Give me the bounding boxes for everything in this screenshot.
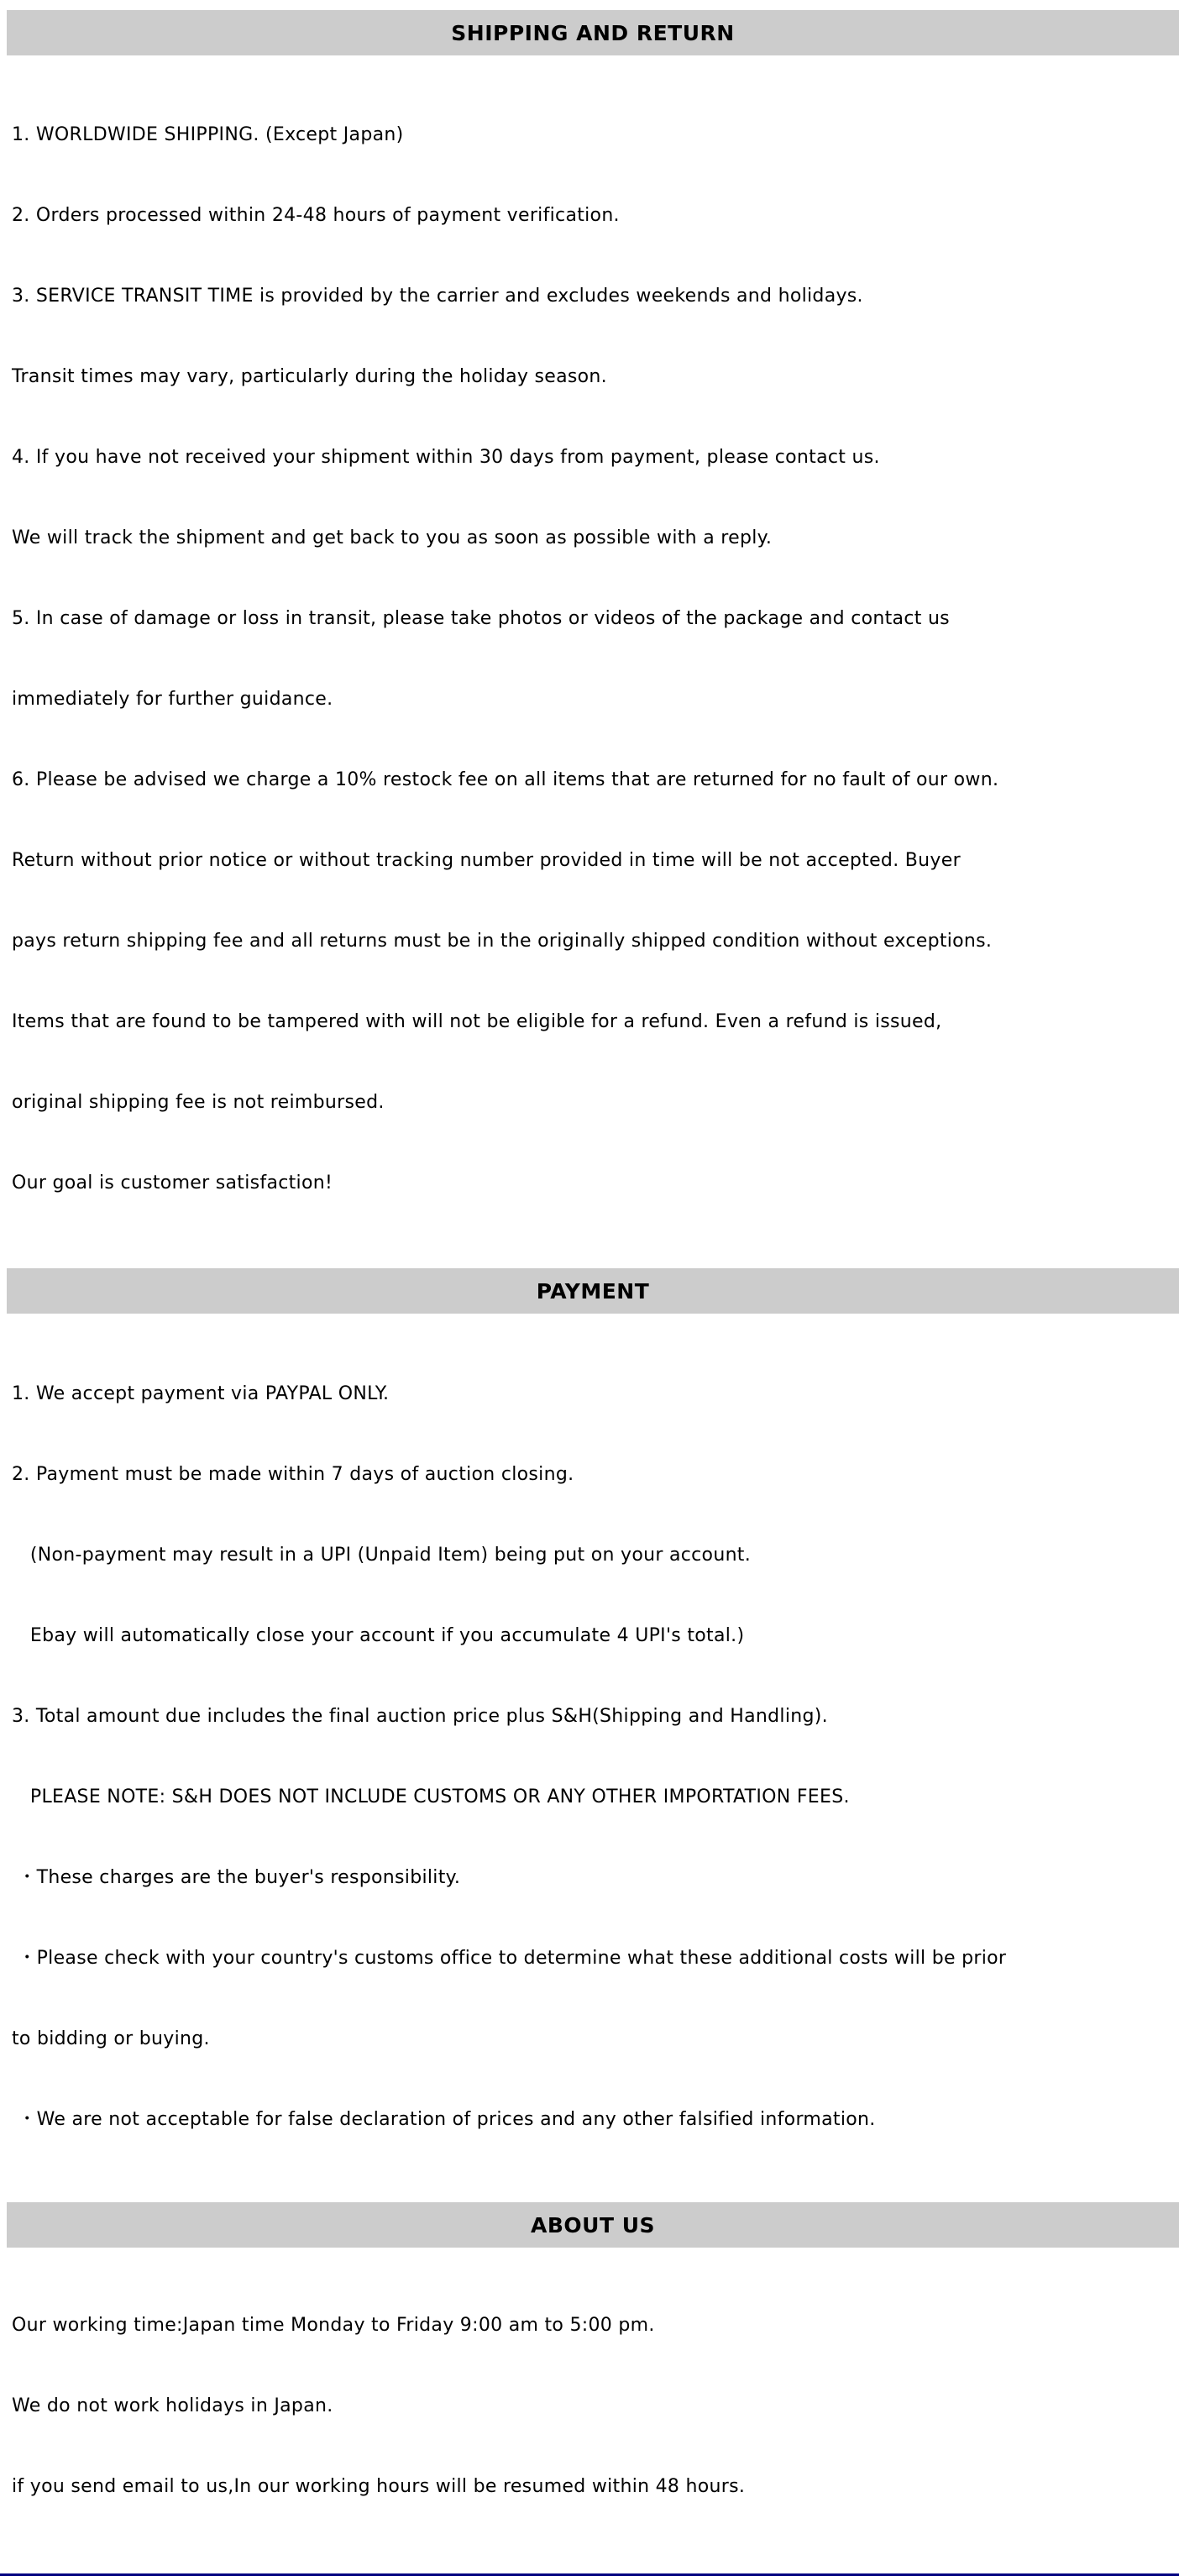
about-us-body <box>0 2259 1179 2554</box>
section-title: ABOUT US <box>530 2212 656 2238</box>
text-line: We will track the shipment and get back to you as soon as possible with a reply. <box>12 527 773 548</box>
text-line: We do not work holidays in Japan. <box>12 2395 333 2416</box>
text-line: Ebay will automatically close your account if you accumulate 4 UPI's total.) <box>12 1625 745 1646</box>
text-line: 3. SERVICE TRANSIT TIME is provided by the carrier and excludes weekends and holidays. <box>12 286 863 307</box>
text-line: if you send email to us,In our working hours will be resumed within 48 hours. <box>12 2476 746 2497</box>
text-line: original shipping fee is not reimbursed. <box>12 1092 385 1113</box>
shipping-and-return-header <box>7 10 1179 55</box>
text-line: 4. If you have not received your shipment within 30 days from payment, please contact us. <box>12 447 880 468</box>
text-line: 6. Please be advised we charge a 10% restock fee on all items that are returned for no fault of our own. <box>12 769 999 790</box>
section-title: SHIPPING AND RETURN <box>451 20 735 45</box>
text-line: ・These charges are the buyer's responsibility. <box>12 1867 461 1888</box>
text-line: 5. In case of damage or loss in transit, please take photos or videos of the package and contact us <box>12 608 950 629</box>
text-line: (Non-payment may result in a UPI (Unpaid Item) being put on your account. <box>12 1545 752 1566</box>
shipping-and-return-body <box>0 68 1179 1251</box>
text-line: 2. Payment must be made within 7 days of auction closing. <box>12 1464 574 1485</box>
text-line: ・Please check with your country's customs office to determine what these additional costs will be prior <box>12 1948 1007 1969</box>
payment-body <box>0 1327 1179 2187</box>
text-line: 1. WORLDWIDE SHIPPING. (Except Japan) <box>12 124 404 145</box>
listing-description-page <box>0 10 1179 2576</box>
section-title: PAYMENT <box>536 1278 650 1304</box>
about-us-header <box>7 2202 1179 2248</box>
text-line: PLEASE NOTE: S&H DOES NOT INCLUDE CUSTOMS OR ANY OTHER IMPORTATION FEES. <box>12 1786 850 1807</box>
text-line: to bidding or buying. <box>12 2028 210 2049</box>
text-line: Our goal is customer satisfaction! <box>12 1173 333 1194</box>
text-line: Our working time:Japan time Monday to Friday 9:00 am to 5:00 pm. <box>12 2315 655 2336</box>
text-line: immediately for further guidance. <box>12 689 333 710</box>
text-line: 3. Total amount due includes the final auction price plus S&H(Shipping and Handling). <box>12 1706 828 1727</box>
text-line: pays return shipping fee and all returns must be in the originally shipped condition without exceptions. <box>12 931 993 952</box>
text-line: Return without prior notice or without tracking number provided in time will be not accepted. Buyer <box>12 850 961 871</box>
text-line: 1. We accept payment via PAYPAL ONLY. <box>12 1383 390 1404</box>
text-line: Transit times may vary, particularly during the holiday season. <box>12 366 607 387</box>
text-line: ・We are not acceptable for false declaration of prices and any other falsified information. <box>12 2109 876 2130</box>
text-line: Items that are found to be tampered with will not be eligible for a refund. Even a refund is issued, <box>12 1011 942 1032</box>
text-line: 2. Orders processed within 24-48 hours of payment verification. <box>12 205 620 226</box>
payment-header <box>7 1268 1179 1314</box>
